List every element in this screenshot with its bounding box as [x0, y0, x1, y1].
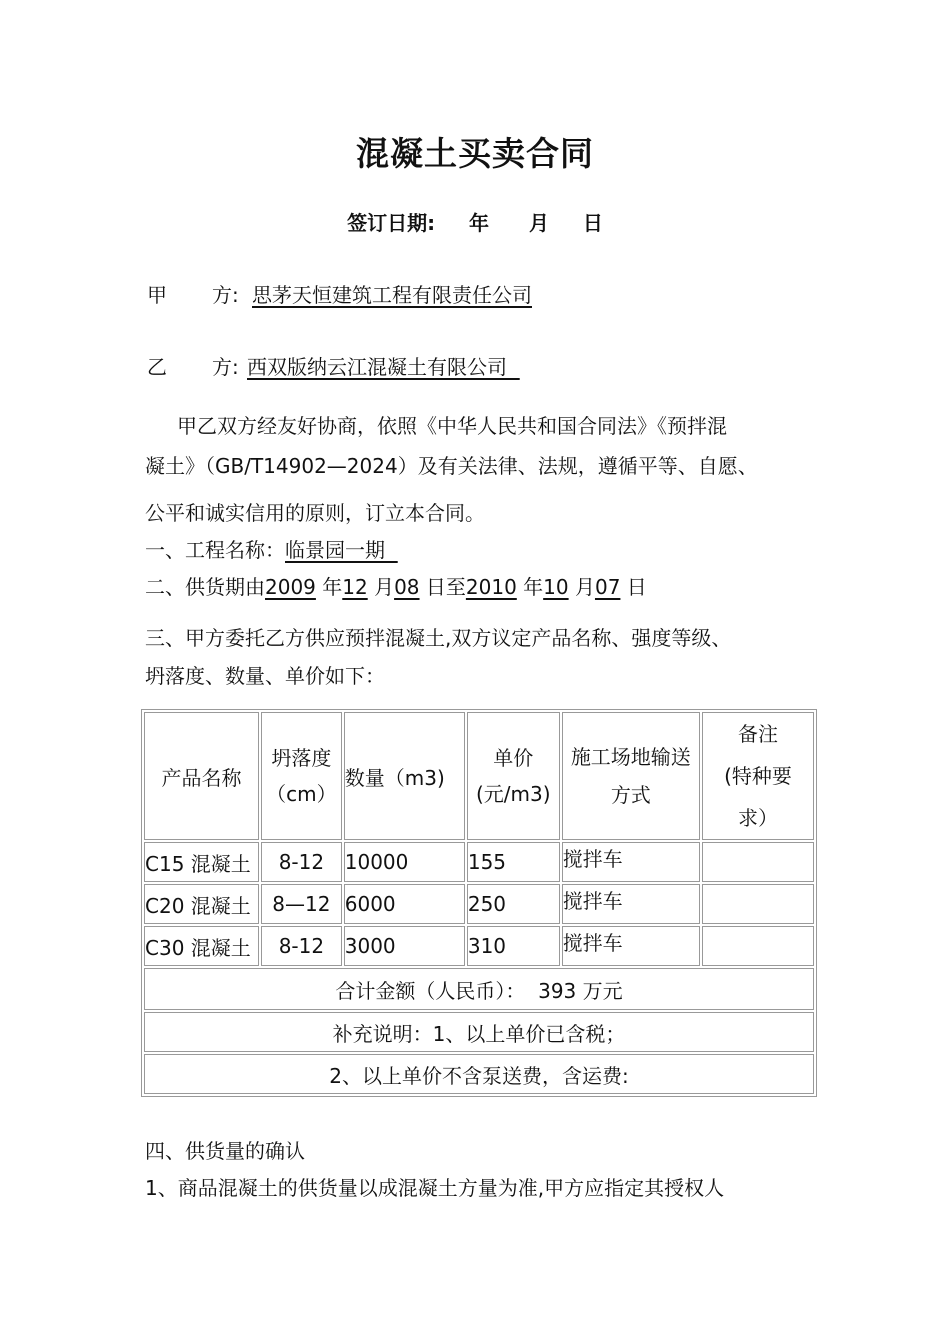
cell-quantity: 10000: [344, 842, 465, 882]
cell-quantity: 6000: [344, 884, 465, 924]
header-price: [467, 712, 560, 840]
table-note-row: [144, 1012, 814, 1052]
header-transport-label-2: 方式: [610, 783, 651, 807]
table-row: [144, 884, 814, 924]
cell-transport: 搅拌车: [562, 842, 700, 882]
supply-end-year: 2010: [465, 575, 517, 599]
table-note-1: 补充说明：1、以上单价已含税；: [144, 1012, 814, 1052]
table-row: [144, 842, 814, 882]
intro-line-3: 公平和诚实信用的原则，订立本合同。: [145, 501, 485, 525]
supply-start-year: 2009: [265, 575, 316, 599]
cell-slump: 8—12: [261, 884, 342, 924]
cell-price: 250: [467, 884, 560, 924]
header-transport: [562, 712, 700, 840]
header-price-label-2: (元/m3): [475, 782, 551, 806]
header-remark-label-2: (特种要: [724, 764, 792, 788]
supply-end-month: 10: [543, 575, 569, 599]
sign-date-month: 月: [528, 211, 549, 235]
party-b-label-2: 方:: [212, 355, 239, 379]
supply-end-day-unit: 日: [626, 575, 647, 599]
cell-quantity: 3000: [344, 926, 465, 966]
cell-transport: 搅拌车: [562, 926, 700, 966]
header-product-label: 产品名称: [161, 765, 242, 790]
cell-remark: [702, 926, 814, 966]
header-remark: [702, 712, 814, 840]
table-total: 合计金额（人民币）： 393 万元: [144, 968, 814, 1010]
party-a-label-1: 甲: [147, 283, 167, 307]
header-quantity: [344, 712, 465, 840]
cell-price: 155: [467, 842, 560, 882]
supply-start-month: 12: [342, 575, 368, 599]
sign-date-label: 签订日期:: [347, 211, 436, 235]
clause3-line-2: 坍落度、数量、单价如下：: [145, 664, 385, 688]
header-product: [144, 712, 259, 840]
header-slump: [261, 712, 342, 840]
header-slump-label-2: （cm）: [266, 782, 337, 806]
product-table: [141, 709, 817, 1097]
cell-product: C30 混凝土: [144, 926, 259, 966]
intro-line-1: 甲乙双方经友好协商，依照《中华人民共和国合同法》《预拌混: [177, 414, 727, 438]
cell-remark: [702, 884, 814, 924]
table-header-row: [144, 712, 814, 840]
supply-start-year-unit: 年: [322, 575, 343, 599]
table-row: [144, 926, 814, 966]
supply-period-prefix: 二、供货期由: [145, 575, 265, 599]
header-remark-label-1: 备注: [737, 722, 778, 746]
party-b-name: 西双版纳云江混凝土有限公司: [247, 355, 520, 379]
cell-price: 310: [467, 926, 560, 966]
supply-end-year-unit: 年: [523, 575, 544, 599]
document-title: 混凝土买卖合同: [356, 134, 594, 173]
cell-product: C15 混凝土: [144, 842, 259, 882]
cell-transport: 搅拌车: [562, 884, 700, 924]
supply-end-month-unit: 月: [574, 575, 595, 599]
cell-slump: 8-12: [261, 842, 342, 882]
supply-period-line: [145, 573, 647, 601]
supply-start-day: 08: [394, 575, 420, 599]
project-line: [145, 536, 398, 564]
table-note-2: 2、以上单价不含泵送费，含运费:: [144, 1054, 814, 1094]
cell-remark: [702, 842, 814, 882]
sign-date-year: 年: [469, 211, 490, 235]
header-quantity-label: 数量（m3): [344, 765, 445, 790]
sign-date-day: 日: [582, 211, 603, 235]
intro-line-2: 凝土》（GB/T14902—2024）及有关法律、法规，遵循平等、自愿、: [145, 454, 758, 478]
cell-slump: 8-12: [261, 926, 342, 966]
project-label: 一、工程名称：: [145, 538, 285, 562]
clause4-heading: 四、供货量的确认: [145, 1139, 305, 1163]
project-name: 临景园一期: [285, 538, 398, 562]
header-remark-label-3: 求）: [737, 806, 778, 830]
party-a-name: 思茅天恒建筑工程有限责任公司: [252, 283, 532, 307]
header-transport-label-1: 施工场地输送: [570, 745, 691, 769]
clause3-line-1: 三、甲方委托乙方供应预拌混凝土,双方议定产品名称、强度等级、: [145, 626, 732, 650]
clause4-line-1: 1、商品混凝土的供货量以成混凝土方量为准,甲方应指定其授权人: [145, 1176, 725, 1200]
header-price-label-1: 单价: [493, 746, 534, 770]
party-b-label-1: 乙: [147, 355, 167, 379]
table-note-row: [144, 1054, 814, 1094]
header-slump-label-1: 坍落度: [271, 746, 332, 770]
supply-start-month-unit: 月: [374, 575, 395, 599]
table-total-row: [144, 968, 814, 1010]
party-a-label-2: 方:: [212, 283, 239, 307]
sign-date-line: [0, 207, 950, 236]
supply-start-day-unit: 日至: [425, 575, 466, 599]
supply-end-day: 07: [594, 575, 621, 599]
cell-product: C20 混凝土: [144, 884, 259, 924]
